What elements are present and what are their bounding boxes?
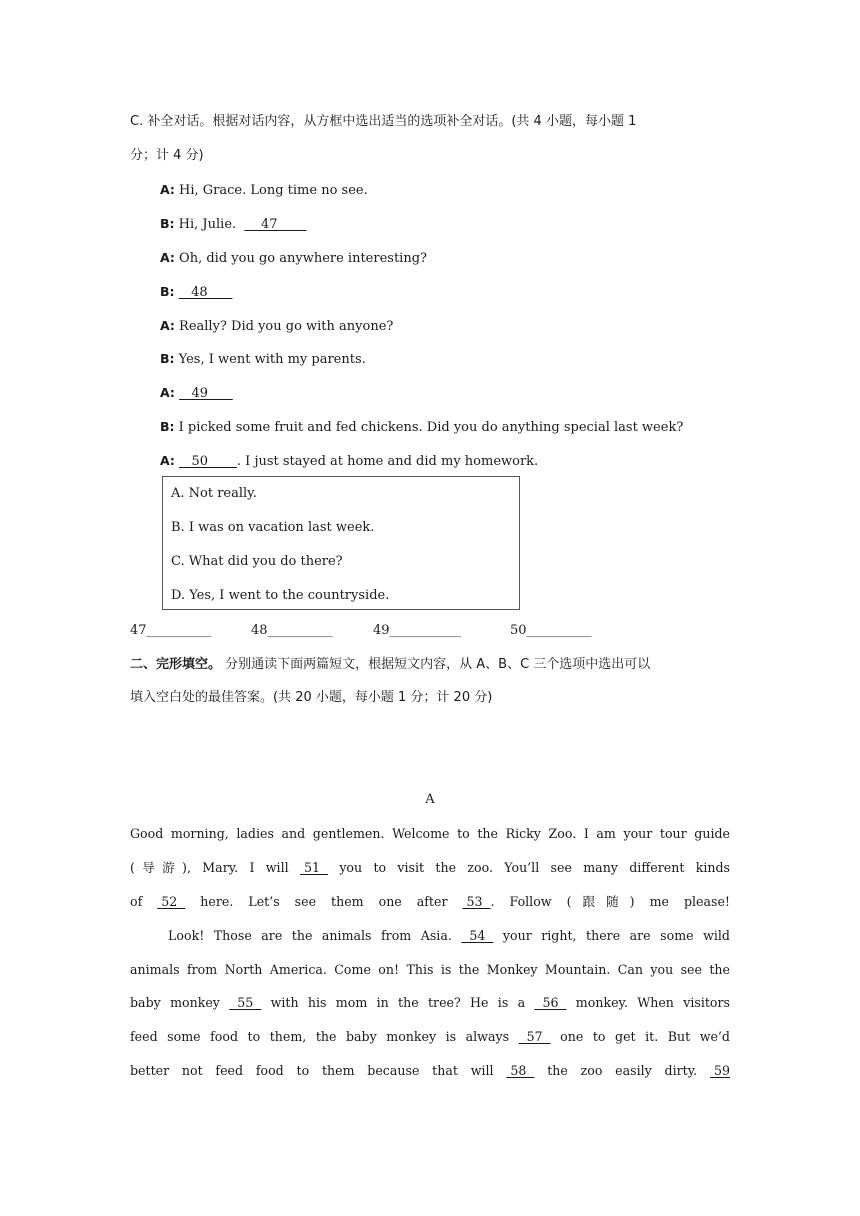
passage-text: your right, there are some wild: [493, 928, 730, 943]
dialogue-text: . I just stayed at home and did my homework.: [236, 454, 539, 469]
section-2-title: 二、完形填空。: [130, 657, 222, 672]
passage-blank: 52: [157, 894, 186, 909]
speaker-label: A:: [160, 385, 175, 400]
passage-line: [130, 928, 730, 944]
speaker-label: A:: [160, 250, 175, 265]
dialogue-line: [160, 216, 306, 233]
section-2-instruction: 二、完形填空。 分别通读下面两篇短文，根据短文内容，从 A、B、C 三个选项中选出可以: [130, 657, 651, 672]
answer-blank: 47: [244, 217, 307, 232]
passage-blank: 58: [506, 1063, 535, 1078]
passage-blank: 54: [461, 928, 494, 943]
section-c-instruction: C. 补全对话。根据对话内容，从方框中选出适当的选项补全对话。(共 4 小题，每小题 1: [130, 114, 637, 129]
passage-blank: 55: [229, 995, 262, 1010]
passage-line: [130, 1029, 730, 1045]
dialogue-text: Oh, did you go anywhere interesting?: [174, 251, 427, 266]
passage-text: the zoo easily dirty.: [534, 1063, 710, 1078]
section-c-instruction-cont: 分；计 4 分): [130, 148, 204, 163]
passage-text: animals from North America. Come on! This is the Monkey Mountain. Can you see the: [130, 962, 730, 977]
dialogue-line: [160, 419, 683, 436]
speaker-label: B:: [160, 419, 175, 434]
passage-text: (导游), Mary. I will: [130, 860, 300, 875]
passage-text: monkey. When visitors: [566, 995, 730, 1010]
dialogue-line: [160, 182, 368, 199]
passage-text: feed some food to them, the baby monkey is always: [130, 1029, 519, 1044]
dialogue-line: [160, 351, 366, 368]
passage-blank: 57: [518, 1029, 551, 1044]
passage-text: Look! Those are the animals from Asia.: [130, 928, 462, 943]
dialogue-line: [160, 385, 233, 402]
dialogue-text: Really? Did you go with anyone?: [174, 319, 394, 334]
dialogue-text: I picked some fruit and fed chickens. Did you do anything special last week?: [174, 420, 684, 435]
passage-text: here. Let’s see them one after: [185, 894, 463, 909]
answer-blank-47: 47__________: [130, 623, 212, 638]
passage-line: [130, 962, 730, 978]
option-a: A. Not really.: [171, 486, 257, 501]
passage-text: . Follow (跟随) me please!: [490, 894, 730, 909]
passage-line: [130, 995, 730, 1011]
answer-blank-49: 49___________: [373, 623, 462, 638]
dialogue-line: [160, 318, 393, 335]
answer-blank: 48: [178, 285, 233, 300]
passage-line: [130, 894, 730, 910]
speaker-label: B:: [160, 351, 175, 366]
dialogue-text: Yes, I went with my parents.: [174, 352, 366, 367]
passage-text: of: [130, 894, 158, 909]
options-box: [162, 476, 520, 610]
dialogue-line: [160, 250, 427, 267]
option-c: C. What did you do there?: [171, 554, 343, 569]
speaker-label: A:: [160, 182, 175, 197]
answer-blank: 50: [179, 454, 237, 469]
option-d: D. Yes, I went to the countryside.: [171, 588, 390, 603]
answer-blank-48: 48__________: [251, 623, 333, 638]
passage-text: you to visit the zoo. You’ll see many different kinds: [328, 860, 730, 875]
section-2-instruction-cont: 填入空白处的最佳答案。(共 20 小题，每小题 1 分；计 20 分): [130, 690, 493, 705]
speaker-label: A:: [160, 453, 175, 468]
speaker-label: B:: [160, 216, 175, 231]
passage-blank: 59: [709, 1063, 730, 1078]
option-b: B. I was on vacation last week.: [171, 520, 375, 535]
dialogue-text: Hi, Julie.: [174, 217, 245, 232]
passage-text: better not feed food to them because that will: [130, 1063, 507, 1078]
passage-text: Good morning, ladies and gentlemen. Welcome to the Ricky Zoo. I am your tour guide: [130, 826, 730, 841]
passage-text: baby monkey: [130, 995, 230, 1010]
passage-blank: 53: [462, 894, 491, 909]
passage-text: one to get it. But we’d: [550, 1029, 730, 1044]
speaker-label: A:: [160, 318, 175, 333]
passage-heading: A: [425, 792, 435, 807]
answer-blank: 49: [179, 386, 233, 401]
dialogue-text: Hi, Grace. Long time no see.: [174, 183, 368, 198]
dialogue-line: [160, 284, 232, 301]
speaker-label: B:: [160, 284, 175, 299]
passage-line: [130, 1063, 730, 1079]
passage-blank: 56: [534, 995, 567, 1010]
passage-line: [130, 826, 730, 842]
passage-text: with his mom in the tree? He is a: [261, 995, 535, 1010]
passage-blank: 51: [299, 860, 328, 875]
answer-blank-50: 50__________: [510, 623, 592, 638]
passage-line: [130, 860, 730, 876]
dialogue-line: [160, 453, 538, 470]
